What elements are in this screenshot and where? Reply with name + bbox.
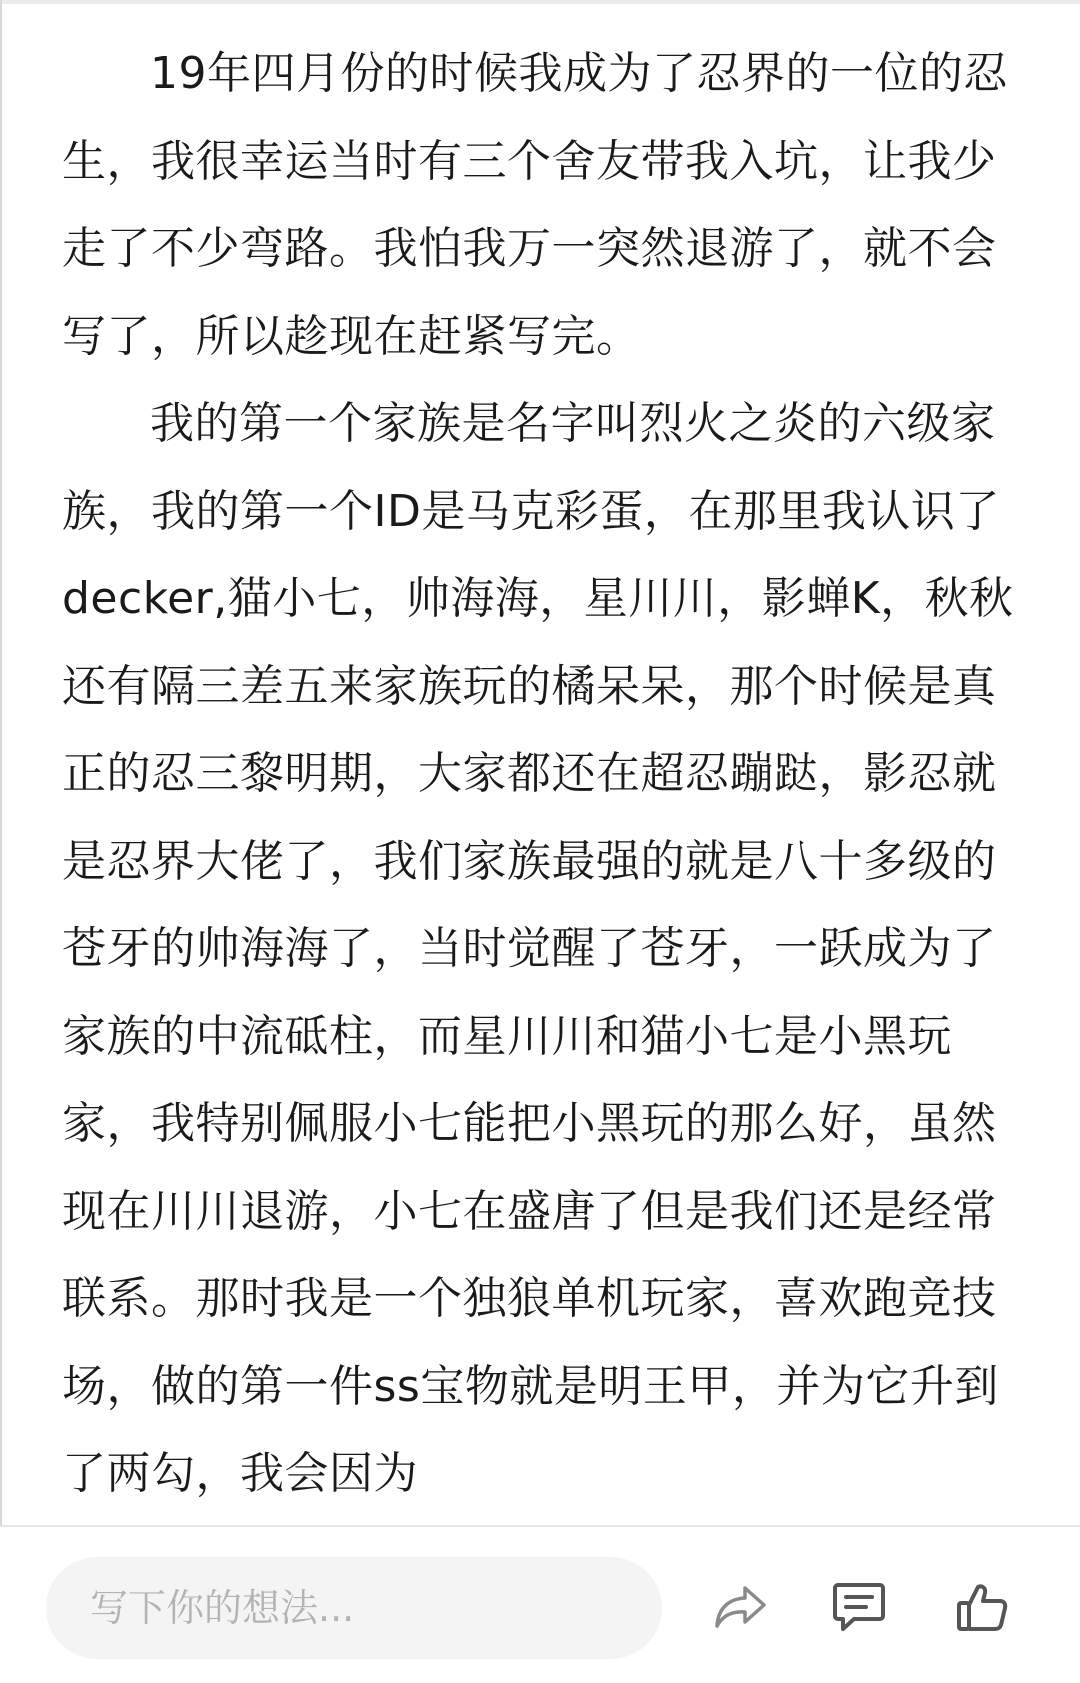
share-icon: [713, 1584, 767, 1630]
bottom-action-bar: [0, 1525, 1080, 1683]
share-button[interactable]: [704, 1571, 776, 1643]
comment-button[interactable]: [823, 1571, 895, 1643]
top-divider: [0, 0, 1080, 4]
article-body: [62, 30, 1022, 1520]
article-paragraph: 我的第一个家族是名字叫烈火之炎的六级家族，我的第一个ID是马克彩蛋，在那里我认识了decker,猫小七，帅海海，星川川，影蝉K，秋秋还有隔三差五来家族玩的橘呆呆，那个时候是真正的忍三黎明期，大家都还在超忍蹦跶，影忍就是忍界大佬了，我们家族最强的就是八十多级的苍牙的帅海海了，当时觉醒了苍牙，一跃成为了家族的中流砥柱，而星川川和猫小七是小黑玩家，我特别佩服小七能把小黑玩的那么好，虽然现在川川退游，小七在盛唐了但是我们还是经常联系。那时我是一个独狼单机玩家，喜欢跑竞技场，做的第一件ss宝物就是明王甲，并为它升到了两勾，我会因为: [62, 398, 1014, 1499]
comment-icon: [832, 1581, 886, 1633]
left-border: [0, 0, 2, 1525]
thumbs-up-icon: [956, 1581, 1008, 1633]
comment-input[interactable]: [46, 1557, 662, 1659]
article-paragraph: 19年四月份的时候我成为了忍界的一位的忍生，我很幸运当时有三个舍友带我入坑，让我少走了不少弯路。我怕我万一突然退游了，就不会写了，所以趁现在赶紧写完。: [62, 48, 1008, 362]
like-button[interactable]: [946, 1571, 1018, 1643]
